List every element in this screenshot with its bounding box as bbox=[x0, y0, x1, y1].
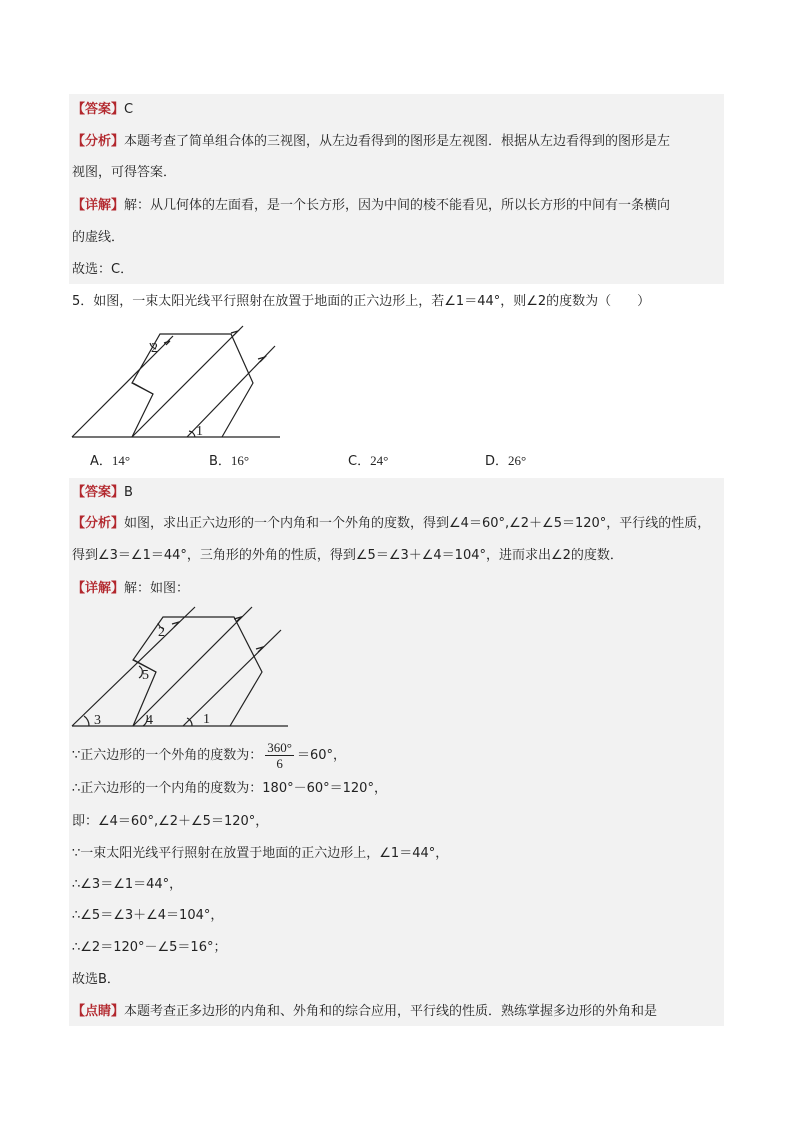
choice-prev-line: 故选：C． bbox=[72, 262, 134, 277]
step1-suffix: ＝60°， bbox=[296, 748, 347, 763]
detail-text: 解：从几何体的左面看，是一个长方形，因为中间的棱不能看见，所以长方形的中间有一条横向 bbox=[124, 198, 671, 213]
step-3: 即：∠4＝60°,∠2＋∠5＝120°， bbox=[72, 814, 269, 829]
detail-tag: 【详解】 bbox=[72, 581, 125, 596]
answer-tag: 【答案】 bbox=[72, 485, 125, 500]
fraction bbox=[265, 740, 294, 771]
option-value: 24° bbox=[370, 453, 389, 468]
detail-prev-line-2: 的虚线． bbox=[72, 230, 125, 245]
answer-value: C bbox=[124, 102, 134, 117]
conclusion: 故选B． bbox=[72, 972, 120, 987]
step-1 bbox=[72, 740, 346, 772]
comment-tag: 【点睛】 bbox=[72, 1004, 125, 1019]
analysis-tag: 【分析】 bbox=[72, 516, 125, 531]
step-6: ∴∠5＝∠3＋∠4＝104°， bbox=[72, 908, 224, 923]
step-4: ∵一束太阳光线平行照射在放置于地面的正六边形上，∠1＝44°， bbox=[72, 846, 449, 861]
answer-tag: 【答案】 bbox=[72, 102, 125, 117]
step-2: ∴正六边形的一个内角的度数为：180°－60°＝120°， bbox=[72, 781, 387, 796]
fraction-numerator: 360° bbox=[267, 740, 292, 755]
analysis-prev-line-2: 视图，可得答案． bbox=[72, 165, 177, 180]
angle5-label: 5 bbox=[142, 668, 149, 683]
detail-text: 解：如图： bbox=[124, 581, 190, 596]
option-value: 26° bbox=[508, 453, 527, 468]
angle4-label: 4 bbox=[146, 713, 153, 728]
option-letter: A． bbox=[90, 454, 112, 469]
step-5: ∴∠3＝∠1＝44°， bbox=[72, 877, 183, 892]
step-7: ∴∠2＝120°－∠5＝16°； bbox=[72, 940, 227, 955]
angle1-label: 1 bbox=[196, 424, 203, 439]
fraction-denominator: 6 bbox=[276, 756, 283, 771]
option-letter: D． bbox=[485, 454, 509, 469]
angle2-label: 2 bbox=[151, 341, 158, 356]
comment-line bbox=[72, 1002, 657, 1022]
option-value: 14° bbox=[111, 453, 131, 468]
analysis-text: 本题考查了简单组合体的三视图，从左边看得到的图形是左视图．根据从左边看得到的图形是左 bbox=[124, 134, 671, 149]
step1-prefix: ∵正六边形的一个外角的度数为： bbox=[72, 748, 263, 763]
analysis-text: 如图，求出正六边形的一个内角和一个外角的度数，得到∠4＝60°,∠2＋∠5＝120°，平行线的性质， bbox=[124, 516, 711, 531]
option-letter: C． bbox=[348, 454, 371, 469]
option-letter: B． bbox=[209, 454, 231, 469]
analysis-tag: 【分析】 bbox=[72, 134, 125, 149]
angle2-label: 2 bbox=[158, 625, 165, 640]
detail-tag: 【详解】 bbox=[72, 198, 125, 213]
comment-text: 本题考查正多边形的内角和、外角和的综合应用，平行线的性质．熟练掌握多边形的外角和是 bbox=[124, 1004, 658, 1019]
question-text: 5．如图，一束太阳光线平行照射在放置于地面的正六边形上，若∠1＝44°，则∠2的度数为（ ） bbox=[72, 294, 651, 309]
angle3-label: 3 bbox=[94, 713, 101, 728]
analysis-line-2: 得到∠3＝∠1＝44°，三角形的外角的性质，得到∠5＝∠3＋∠4＝104°，进而求出∠2的度数． bbox=[72, 548, 623, 563]
answer-value: B bbox=[124, 485, 133, 500]
option-value: 16° bbox=[230, 453, 250, 468]
angle1-label: 1 bbox=[203, 712, 210, 727]
